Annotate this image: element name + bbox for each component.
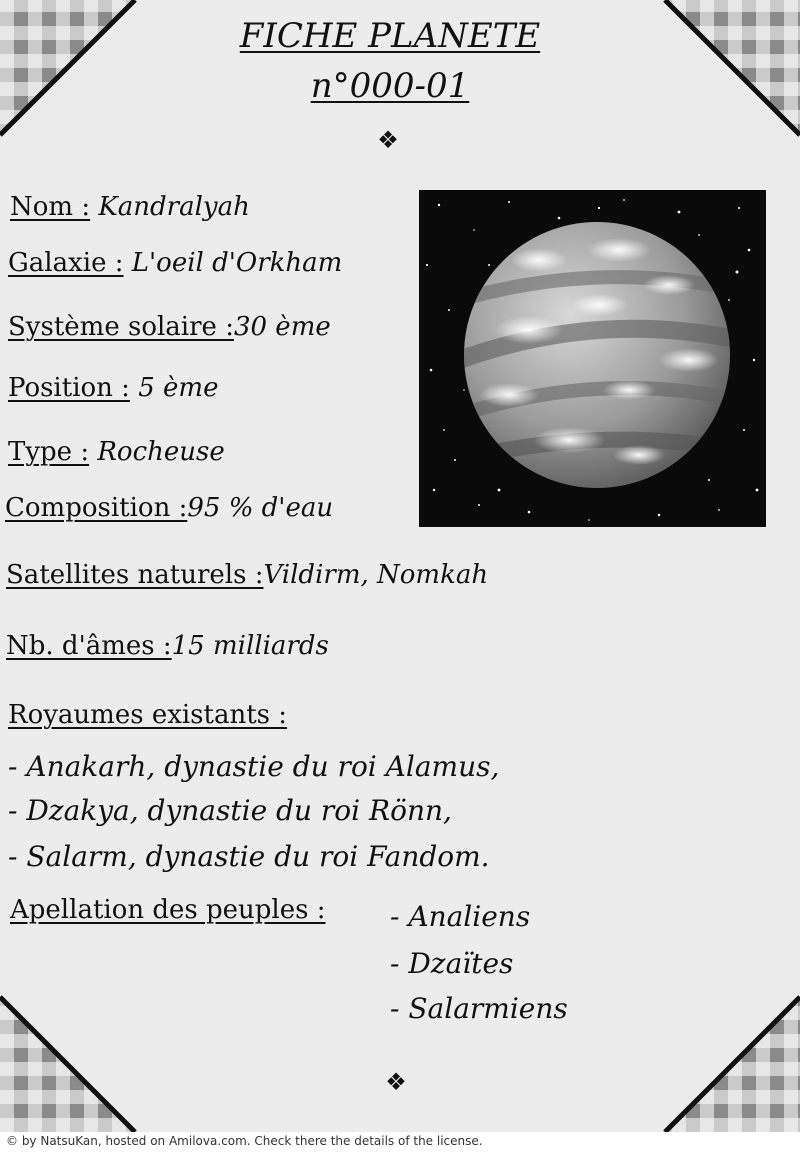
planet-image	[419, 190, 766, 527]
field-type-label: Type :	[8, 437, 90, 467]
peuples-heading: Apellation des peuples :	[10, 895, 326, 925]
field-position-label: Position :	[8, 373, 130, 403]
field-systeme-value: 30 ème	[233, 312, 331, 342]
field-type-value: Rocheuse	[97, 437, 225, 467]
royaume-item: - Anakarh, dynastie du roi Alamus,	[8, 750, 500, 783]
title-line-1: FICHE PLANETE	[239, 16, 541, 56]
field-nom-value: Kandralyah	[98, 192, 250, 222]
royaume-item: - Salarm, dynastie du roi Fandom.	[8, 840, 490, 873]
copyright-footer: © by NatsuKan, hosted on Amilova.com. Check there the details of the license.	[6, 1134, 483, 1148]
field-ames	[6, 631, 329, 661]
field-position	[8, 373, 218, 403]
field-systeme-label: Système solaire :	[8, 312, 234, 342]
field-composition-value: 95 % d'eau	[187, 493, 334, 523]
royaume-item: - Dzakya, dynastie du roi Rönn,	[8, 794, 452, 827]
field-composition	[5, 493, 333, 523]
ornament-bottom-icon: ❖	[385, 1068, 407, 1096]
field-composition-label: Composition :	[5, 493, 188, 523]
field-galaxie-value: L'oeil d'Orkham	[131, 248, 343, 278]
field-nom	[10, 192, 250, 222]
field-satellites-label: Satellites naturels :	[6, 560, 264, 590]
peuple-item: - Salarmiens	[390, 992, 568, 1025]
royaumes-heading: Royaumes existants :	[8, 700, 288, 730]
peuple-item: - Analiens	[390, 900, 531, 933]
field-ames-value: 15 milliards	[171, 631, 329, 661]
peuple-item: - Dzaïtes	[390, 947, 514, 980]
ornament-top-icon: ❖	[377, 126, 399, 154]
field-satellites	[6, 560, 488, 590]
field-galaxie	[8, 248, 342, 278]
field-galaxie-label: Galaxie :	[8, 248, 124, 278]
title-line-2: n°000-01	[310, 66, 470, 106]
field-satellites-value: Vildirm, Nomkah	[263, 560, 489, 590]
field-ames-label: Nb. d'âmes :	[6, 631, 172, 661]
field-type	[8, 437, 225, 467]
field-systeme	[8, 312, 331, 342]
field-position-value: 5 ème	[138, 373, 219, 403]
field-nom-label: Nom :	[10, 192, 91, 222]
